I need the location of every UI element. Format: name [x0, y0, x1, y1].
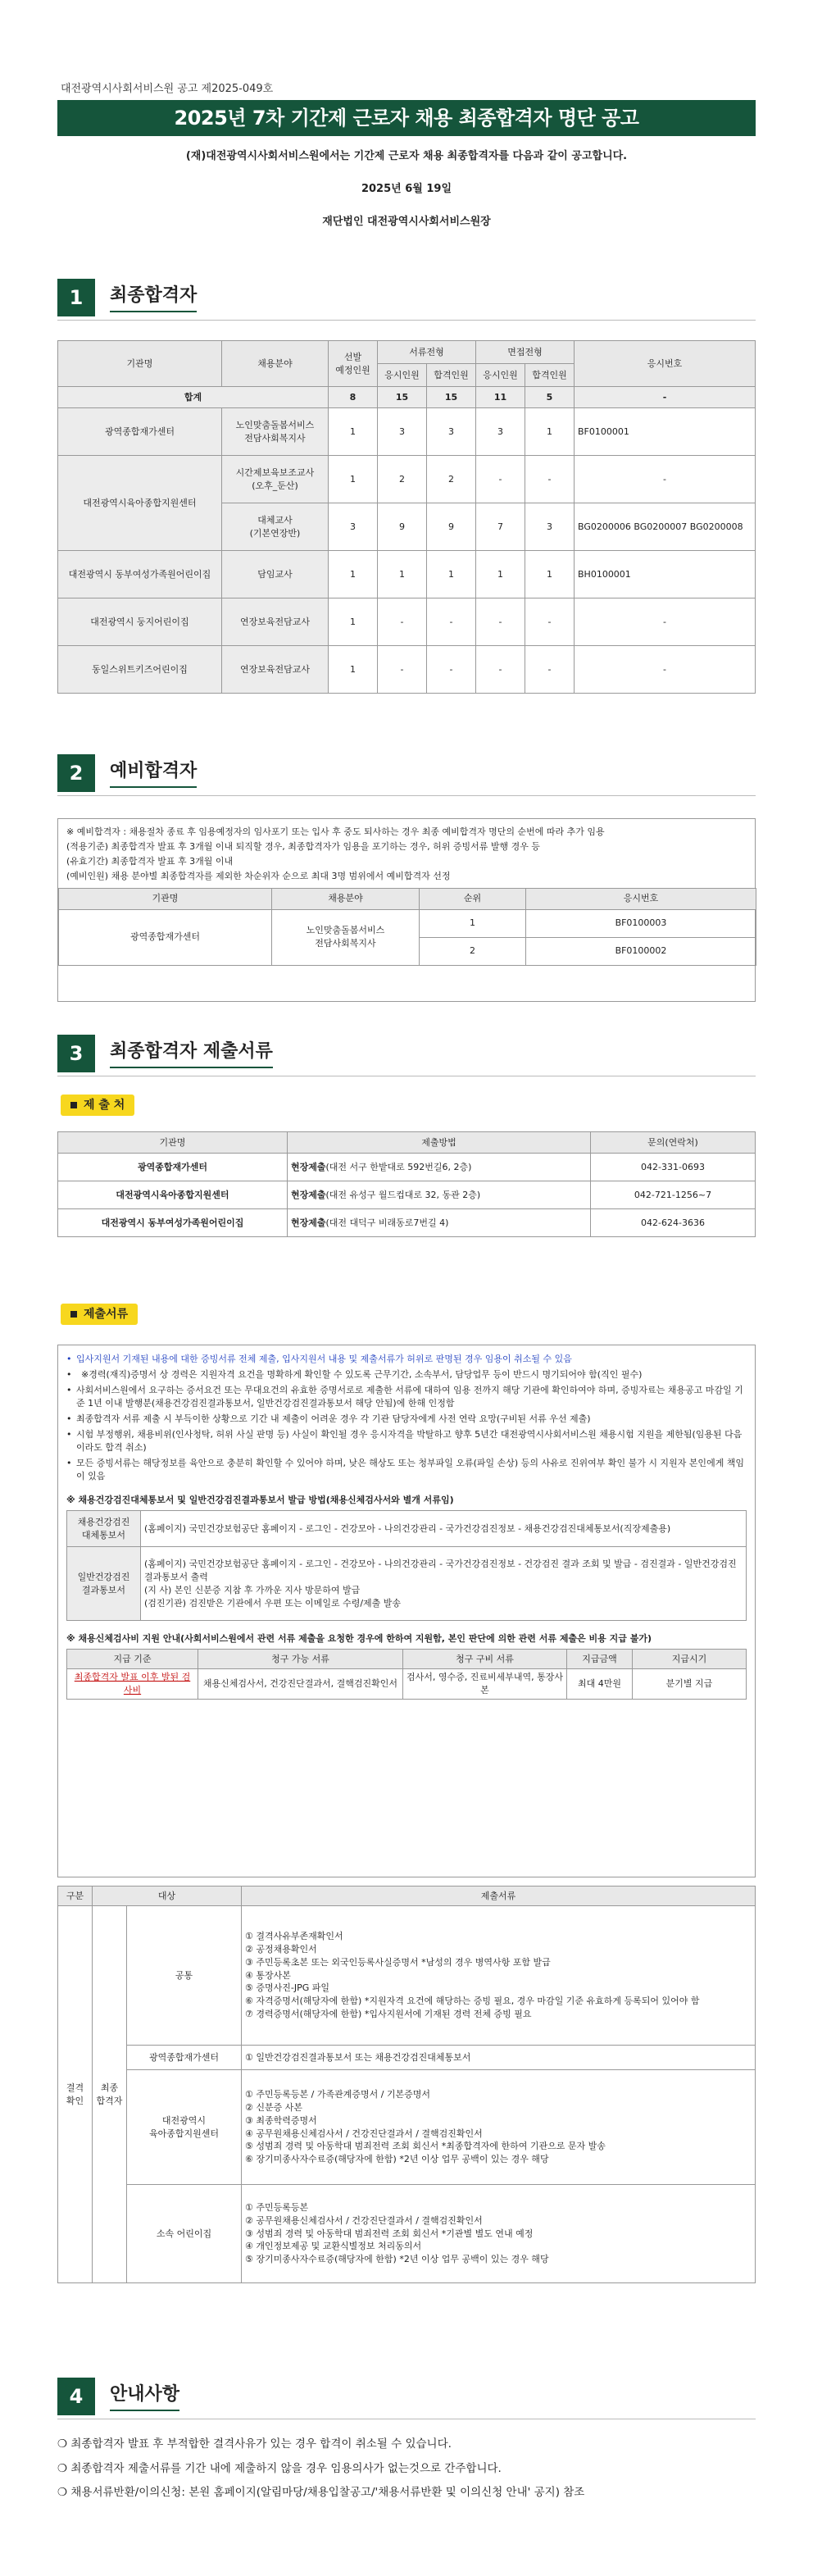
- cell: -: [378, 646, 427, 694]
- doc-item: ⑤ 성범죄 경력 및 아동학대 범죄전력 조회 회신서 *최종합격자에 한하여 기관으로 문자 발송: [245, 2141, 606, 2152]
- total-cell: 5: [525, 387, 575, 408]
- method-cell: [288, 1209, 591, 1237]
- th-subsidy: 지급금액: [567, 1650, 633, 1669]
- square-bullet-icon: [70, 1311, 77, 1318]
- cell: 1: [427, 551, 476, 598]
- reserve-note: (예비인원) 채용 분야별 최종합격자를 제외한 차순위자 순으로 최대 3명 범위에서 예비합격자 선정: [66, 870, 451, 881]
- rank-cell: 2: [420, 937, 526, 965]
- applicant-no-cell: BG0200006 BG0200007 BG0200008: [575, 503, 756, 551]
- table-row: [58, 1154, 756, 1181]
- health-table: [66, 1510, 747, 1621]
- th-method: 제출방법: [288, 1132, 591, 1154]
- cell: 3: [427, 408, 476, 456]
- org-cell: 광역종합재가센터: [59, 909, 272, 965]
- field-cell: 노인맞춤돌봄서비스 전담사회복지사: [272, 909, 420, 965]
- method-bold: 현장제출: [291, 1189, 326, 1200]
- section-1-heading: [57, 279, 197, 316]
- applicant-no-cell: -: [575, 646, 756, 694]
- note-item: • 최종합격자 서류 제출 시 부득이한 상황으로 기간 내 제출이 어려운 경우 각 기관 담당자에게 사전 연락 요망(구비된 서류 우선 제출): [66, 1413, 747, 1426]
- class-cell: 결격 확인: [58, 1906, 93, 2283]
- cell: -: [476, 598, 525, 646]
- final-passers-table: [57, 340, 756, 694]
- subsidy-cell: 최대 4만원: [567, 1669, 633, 1700]
- submit-docs-label: [61, 1304, 138, 1325]
- field-cell: 연장보육전담교사: [222, 646, 329, 694]
- health-key: 채용건강검진 대체통보서: [67, 1511, 141, 1547]
- cell: 1: [329, 551, 378, 598]
- cell: 3: [329, 503, 378, 551]
- reserve-box: [57, 818, 756, 1002]
- th-field: 채용분야: [222, 341, 329, 387]
- cell: -: [427, 598, 476, 646]
- applicant-no-cell: -: [575, 598, 756, 646]
- doc-item: ⑥ 자격증명서(해당자에 한함) *지원자격 요건에 해당하는 증빙 필요, 경우 마감일 기준 유효하게 등록되어 있어야 함: [245, 1996, 700, 2007]
- cell: 1: [329, 598, 378, 646]
- cell: 3: [476, 408, 525, 456]
- subsidy-table: [66, 1649, 747, 1700]
- submit-docs-box: [57, 1345, 756, 1877]
- reserve-table: [58, 888, 756, 966]
- divider: [57, 320, 756, 321]
- cell: 2: [427, 456, 476, 503]
- method-text: (대전 유성구 월드컵대로 32, 동관 2층): [325, 1189, 481, 1200]
- section-title: 최종합격자: [110, 283, 197, 312]
- table-row: [67, 1511, 747, 1547]
- cell: 1: [378, 551, 427, 598]
- table-row: [67, 1547, 747, 1621]
- applicant-no-cell: -: [575, 456, 756, 503]
- method-cell: [288, 1181, 591, 1209]
- cell: -: [525, 646, 575, 694]
- doc-item: ③ 성범죄 경력 및 아동학대 범죄전력 조회 회신서 *기관별 별도 연내 예정: [245, 2228, 534, 2239]
- table-row: [58, 551, 756, 598]
- method-bold: 현장제출: [291, 1161, 326, 1172]
- field-cell: 노인맞춤돌봄서비스 전담사회복지사: [222, 408, 329, 456]
- cell: 2: [378, 456, 427, 503]
- th-field: 채용분야: [272, 888, 420, 909]
- method-text: (대전 서구 한밭대로 592번길6, 2층): [325, 1161, 472, 1172]
- doc-item: ① 결격사유부존재확인서: [245, 1930, 343, 1941]
- signer: 재단법인 대전광역시사회서비스원장: [322, 216, 491, 228]
- section-number: 1: [57, 279, 95, 316]
- subsidy-cell: 분기별 지급: [633, 1669, 747, 1700]
- docs-cell: [242, 2185, 756, 2283]
- th-rank: 순위: [420, 888, 526, 909]
- required-docs-table: [57, 1886, 756, 2283]
- health-value: (홈페이지) 국민건강보험공단 홈페이지 - 로그인 - 건강모아 - 나의건강관리 - 국가건강검진정보 - 채용건강검진대체통보서(직장제출용): [141, 1511, 747, 1547]
- reserve-note: (유효기간) 최종합격자 발표 후 3개월 이내: [66, 855, 234, 867]
- no-cell: BF0100003: [526, 909, 756, 937]
- org-cell: 대전광역시 동부여성가족원어린이집: [58, 551, 222, 598]
- total-label: 합계: [58, 387, 329, 408]
- org-text: 대전광역시육아종합지원센터: [116, 1189, 229, 1200]
- table-row: [58, 1906, 756, 2046]
- cell: -: [525, 456, 575, 503]
- subsidy-cell: 채용신체검사서, 건강진단결과서, 결핵검진확인서: [198, 1669, 403, 1700]
- subsidy-title: ※ 채용신체검사비 지원 안내(사회서비스원에서 관련 서류 제출을 요청한 경우에 한하여 지원함, 본인 판단에 의한 관련 서류 제출은 비용 지급 불가): [66, 1633, 652, 1645]
- total-row: [58, 387, 756, 408]
- doc-item: ① 일반건강검진결과통보서 또는 채용건강검진대체통보서: [245, 2051, 471, 2063]
- doc-item: ⑦ 경력증명서(해당자에 한함) *입사지원서에 기재된 경력 전체 증빙 필요: [245, 2009, 532, 2020]
- method-text: (대전 대덕구 비래동로7번길 4): [325, 1217, 449, 1228]
- tel-cell: 042-624-3636: [591, 1209, 756, 1237]
- doc-item: ③ 주민등록초본 또는 외국인등록사실증명서 *남성의 경우 병역사항 포함 발급: [245, 1956, 551, 1968]
- note-item: • 사회서비스원에서 요구하는 증서요건 또는 무대요건의 유효한 증명서로로 제출한 서류에 대하여 임용 전까지 해당 기관에 확인하여야 하며, 증빙자료는 채용공고 마감일 기준 1년 이내 발행분(채용건강검진결과통보서, 일반건강검진결과통보서 해당 안됨)에 한해 인정함: [66, 1384, 747, 1410]
- org-cell: 대전광역시 둥지어린이집: [58, 598, 222, 646]
- org-cell: [58, 1209, 288, 1237]
- cell: -: [427, 646, 476, 694]
- health-key: 일반건강검진 결과통보서: [67, 1547, 141, 1621]
- section-3-heading: [57, 1035, 273, 1072]
- th-planned: 선발 예정인원: [329, 341, 378, 387]
- table-row: [58, 646, 756, 694]
- field-cell: 담임교사: [222, 551, 329, 598]
- field-cell: 시간제보육보조교사 (오후_둔산): [222, 456, 329, 503]
- field-cell: 대체교사 (기본연장반): [222, 503, 329, 551]
- table-row: [58, 456, 756, 503]
- subsidy-cell: 최종합격자 발표 이후 발된 검사비: [67, 1669, 198, 1700]
- applicant-no-cell: BF0100001: [575, 408, 756, 456]
- notice-item: ❍ 최종합격자 발표 후 부적합한 결격사유가 있는 경우 합격이 취소될 수 있습니다.: [57, 2437, 452, 2451]
- cell: 1: [329, 456, 378, 503]
- applicant-no-cell: BH0100001: [575, 551, 756, 598]
- field-cell: 연장보육전담교사: [222, 598, 329, 646]
- section-2-heading: [57, 754, 197, 792]
- method-bold: 현장제출: [291, 1217, 326, 1228]
- note-item: • 시험 부정행위, 채용비위(인사청탁, 허위 사실 판명 등) 사실이 확인될 경우 응시자격을 박탈하고 향후 5년간 대전광역시사회서비스원 채용시험 지원을 제한됨(임용된 다음이라도 합격 취소): [66, 1428, 747, 1454]
- doc-item: ⑤ 증명사진-JPG 파일: [245, 1982, 329, 1994]
- th-passed: 합격인원: [427, 364, 476, 387]
- rank-cell: 1: [420, 909, 526, 937]
- group-cell: 광역종합재가센터: [127, 2046, 242, 2070]
- th-target: 대상: [93, 1886, 242, 1906]
- tel-cell: 042-331-0693: [591, 1154, 756, 1181]
- table-row: [58, 408, 756, 456]
- cell: -: [378, 598, 427, 646]
- org-cell: 동일스위트키즈어린이집: [58, 646, 222, 694]
- table-row: [58, 1181, 756, 1209]
- divider: [57, 795, 756, 796]
- docs-cell: [242, 2070, 756, 2185]
- square-bullet-icon: [70, 1102, 77, 1108]
- health-value: (홈페이지) 국민건강보험공단 홈페이지 - 로그인 - 건강모아 - 나의건강관리 - 국가건강검진정보 - 건강검진 결과 조회 및 발급 - 검진결과 - 일반건강검진결과통보서 출력 (지 사) 본인 신분증 지참 후 가까운 지사 방문하여 발급 (검진기관) 검진받은 기관에서 우편 또는 이메일로 수령/제출 발송: [141, 1547, 747, 1621]
- tel-cell: 042-721-1256~7: [591, 1181, 756, 1209]
- th-applicant-no: 응시번호: [575, 341, 756, 387]
- total-cell: 8: [329, 387, 378, 408]
- th-org: 기관명: [59, 888, 272, 909]
- org-cell: [58, 1181, 288, 1209]
- note-item: • ※경력(재직)증명서 상 경력은 지원자격 요건을 명확하게 확인할 수 있도록 근무기간, 소속부서, 담당업무 등이 반드시 명기되어야 함(직인 필수): [66, 1368, 747, 1381]
- doc-item: ① 주민등록등본: [245, 2201, 309, 2213]
- table-row: [67, 1669, 747, 1700]
- section-number: 4: [57, 2378, 95, 2415]
- cell: 1: [329, 646, 378, 694]
- total-cell: 11: [476, 387, 525, 408]
- section-4-heading: [57, 2378, 179, 2415]
- th-doc: 서류전형: [378, 341, 476, 364]
- notes-list: [66, 1353, 747, 1482]
- note-item: • 입사지원서 기재된 내용에 대한 증빙서류 전체 제출, 입사지원서 내용 및 제출서류가 허위로 판명된 경우 임용이 취소될 수 있음: [66, 1353, 747, 1366]
- cell: -: [476, 646, 525, 694]
- org-cell: 광역종합재가센터: [58, 408, 222, 456]
- section-title: 안내사항: [110, 2382, 179, 2411]
- docs-cell: [242, 1906, 756, 2046]
- table-row: [58, 2185, 756, 2283]
- cell: 1: [525, 551, 575, 598]
- notice-date: 2025년 6월 19일: [361, 183, 452, 195]
- section-number: 3: [57, 1035, 95, 1072]
- th-subsidy: 지급시기: [633, 1650, 747, 1669]
- section-number: 2: [57, 754, 95, 792]
- cell: 7: [476, 503, 525, 551]
- subsidy-cell: 검사서, 영수증, 진료비세부내역, 통장사본: [403, 1669, 567, 1700]
- reserve-note: (적용기준) 최종합격자 발표 후 3개월 이내 퇴직할 경우, 최종합격자가 임용을 포기하는 경우, 허위 증빙서류 발행 경우 등: [66, 840, 540, 852]
- th-no: 응시번호: [526, 888, 756, 909]
- method-cell: [288, 1154, 591, 1181]
- org-cell: [58, 1154, 288, 1181]
- table-row: [58, 598, 756, 646]
- doc-item: ⑥ 장기미종사자수료증(해당자에 한함) *2년 이상 업무 공백이 있는 경우 해당: [245, 2154, 549, 2165]
- group-cell: 소속 어린이집: [127, 2185, 242, 2283]
- th-org: 기관명: [58, 341, 222, 387]
- cell: 1: [476, 551, 525, 598]
- cell: 3: [525, 503, 575, 551]
- th-org: 기관명: [58, 1132, 288, 1154]
- th-contact: 문의(연락처): [591, 1132, 756, 1154]
- cell: 9: [378, 503, 427, 551]
- submit-place-table: [57, 1131, 756, 1237]
- doc-item: ② 공정채용확인서: [245, 1943, 317, 1955]
- th-subsidy: 청구 가능 서류: [198, 1650, 403, 1669]
- doc-item: ② 공무원채용신체검사서 / 건강진단결과서 / 결핵검진확인서: [245, 2214, 483, 2226]
- th-passed: 합격인원: [525, 364, 575, 387]
- group-cell: 공통: [127, 1906, 242, 2046]
- notices: [57, 2428, 756, 2510]
- doc-item: ④ 개인정보제공 및 교환식별정보 처리동의서: [245, 2241, 422, 2252]
- th-interview: 면접전형: [476, 341, 575, 364]
- table-row: [58, 2046, 756, 2070]
- th-applicants: 응시인원: [476, 364, 525, 387]
- no-cell: BF0100002: [526, 937, 756, 965]
- label-text: 제 출 처: [84, 1099, 125, 1112]
- cell: -: [476, 456, 525, 503]
- notice-item: ❍ 최종합격자 제출서류를 기간 내에 제출하지 않을 경우 임용의사가 없는것으로 간주합니다.: [57, 2461, 502, 2475]
- doc-item: ① 주민등록등본 / 가족관계증명서 / 기본증명서: [245, 2088, 431, 2100]
- section-title: 최종합격자 제출서류: [110, 1039, 273, 1068]
- table-row: [59, 909, 756, 937]
- cell: 1: [525, 408, 575, 456]
- cell: 9: [427, 503, 476, 551]
- intro-text: (재)대전광역시사회서비스원에서는 기간제 근로자 채용 최종합격자를 다음과 같이 공고합니다.: [185, 150, 628, 162]
- total-cell: -: [575, 387, 756, 408]
- th-subsidy: 지급 기준: [67, 1650, 198, 1669]
- notice-item: ❍ 채용서류반환/이의신청: 본원 홈페이지(알림마당/채용입찰공고/'채용서류반환 및 이의신청 안내' 공지) 참조: [57, 2486, 585, 2500]
- section-title: 예비합격자: [110, 758, 197, 788]
- doc-item: ④ 통장사본: [245, 1969, 291, 1981]
- health-title: ※ 채용건강검진대체통보서 및 일반건강검진결과통보서 발급 방법(채용신체검사서와 별개 서류임): [66, 1495, 454, 1506]
- doc-item: ⑤ 장기미종사자수료증(해당자에 한함) *2년 이상 업무 공백이 있는 경우 해당: [245, 2254, 549, 2265]
- cell: -: [525, 598, 575, 646]
- notice-number: 대전광역시사회서비스원 공고 제2025-049호: [61, 83, 274, 95]
- th-applicants: 응시인원: [378, 364, 427, 387]
- org-text: 대전광역시 동부여성가족원어린이집: [101, 1217, 244, 1228]
- cell: 3: [378, 408, 427, 456]
- th-class: 구분: [58, 1886, 93, 1906]
- cell: 1: [329, 408, 378, 456]
- target-cell: 최종 합격자: [93, 1906, 127, 2283]
- th-subsidy: 청구 구비 서류: [403, 1650, 567, 1669]
- total-cell: 15: [427, 387, 476, 408]
- page-title: 2025년 7차 기간제 근로자 채용 최종합격자 명단 공고: [57, 100, 756, 136]
- reserve-note: ※ 예비합격자 : 채용절차 종료 후 임용예정자의 임사포기 또는 입사 후 중도 퇴사하는 경우 최종 예비합격자 명단의 순번에 따라 추가 임용: [66, 826, 605, 837]
- group-cell: 대전광역시 육아종합지원센터: [127, 2070, 242, 2185]
- total-cell: 15: [378, 387, 427, 408]
- label-text: 제출서류: [84, 1308, 129, 1321]
- doc-item: ② 신분증 사본: [245, 2101, 302, 2113]
- docs-cell: [242, 2046, 756, 2070]
- table-row: [58, 2070, 756, 2185]
- note-item: • 모든 증빙서류는 해당정보를 육안으로 충분히 확인할 수 있어야 하며, 낮은 해상도 또는 청부파일 오류(파일 손상) 등의 사유로 진위여부 확인 불가 시 지원자 본인에게 책임이 있음: [66, 1457, 747, 1483]
- doc-item: ③ 최종학력증명서: [245, 2114, 317, 2126]
- org-text: 광역종합재가센터: [137, 1161, 207, 1172]
- doc-item: ④ 공무원채용신체검사서 / 건강진단결과서 / 결핵검진확인서: [245, 2128, 483, 2139]
- submit-place-label: [61, 1095, 134, 1116]
- th-docs: 제출서류: [242, 1886, 756, 1906]
- org-cell: 대전광역시육아종합지원센터: [58, 456, 222, 551]
- table-row: [58, 1209, 756, 1237]
